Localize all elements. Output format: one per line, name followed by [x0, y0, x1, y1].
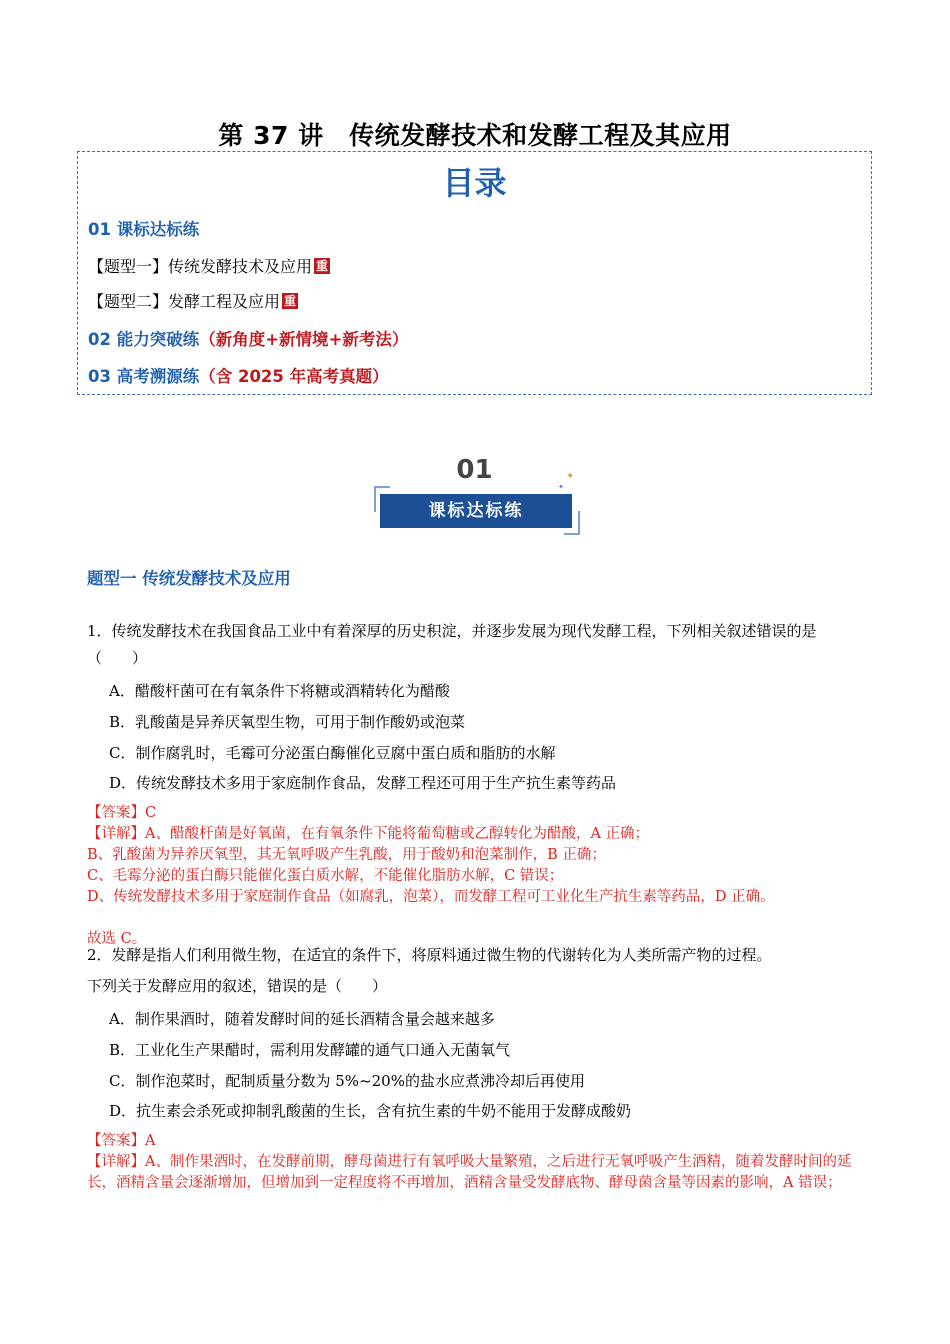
explanation-line: D、传统发酵技术多用于家庭制作食品（如腐乳，泡菜），而发酵工程可工业化生产抗生素等药品，D 正确。	[87, 889, 775, 905]
option-c: C．制作泡菜时，配制质量分数为 5%~20%的盐水应煮沸冷却后再使用	[109, 1072, 585, 1090]
section-label: 课标达标练	[380, 494, 572, 528]
toc-item-type-2[interactable]: 【题型二】发酵工程及应用 重	[88, 292, 297, 311]
answer: 【答案】C	[87, 805, 157, 821]
page-title: 第 37 讲 传统发酵技术和发酵工程及其应用	[218, 121, 732, 150]
key-point-badge: 重	[316, 259, 329, 273]
option-a: A．制作果酒时，随着发酵时间的延长酒精含量会越来越多	[109, 1010, 495, 1028]
toc-heading: 目录	[442, 164, 507, 202]
question-stem: 1．传统发酵技术在我国食品工业中有着深厚的历史积淀，并逐步发展为现代发酵工程，下列相关叙述错误的是（ ）	[87, 622, 817, 667]
table-of-contents	[77, 151, 872, 395]
option-c: C．制作腐乳时，毛霉可分泌蛋白酶催化豆腐中蛋白质和脂肪的水解	[109, 744, 556, 762]
section-number: 01	[456, 455, 493, 485]
toc-item-section-02[interactable]: 02 能力突破练（新角度+新情境+新考法）	[88, 330, 409, 349]
question-stem: 下列关于发酵应用的叙述，错误的是（ ）	[87, 977, 388, 995]
toc-item-type-1[interactable]: 【题型一】传统发酵技术及应用 重	[88, 257, 329, 276]
option-d: D．抗生素会杀死或抑制乳酸菌的生长，含有抗生素的牛奶不能用于发酵成酸奶	[109, 1102, 632, 1120]
section-badge	[372, 455, 582, 531]
question-type-heading: 题型一 传统发酵技术及应用	[87, 569, 291, 588]
option-b: B．工业化生产果醋时，需利用发酵罐的通气口通入无菌氧气	[109, 1041, 511, 1059]
sparkle-icon: ✦	[558, 483, 564, 491]
toc-item-section-01[interactable]: 01 课标达标练	[88, 220, 200, 239]
sparkle-icon: ✦	[566, 471, 575, 482]
option-a: A．醋酸杆菌可在有氧条件下将糖或酒精转化为醋酸	[109, 682, 450, 700]
explanation-line: C、毛霉分泌的蛋白酶只能催化蛋白质水解，不能催化脂肪水解，C 错误；	[87, 868, 564, 884]
explanation-line: 故选 C。	[87, 931, 147, 947]
answer: 【答案】A	[87, 1133, 156, 1149]
explanation-line: B、乳酸菌为异养厌氧型，其无氧呼吸产生乳酸，用于酸奶和泡菜制作，B 正确；	[87, 847, 606, 863]
explanation-line: 【详解】A、制作果酒时，在发酵前期，酵母菌进行有氧呼吸大量繁殖，之后进行无氧呼吸产生酒精，随着发酵时间的延长，酒精含量会逐渐增加，但增加到一定程度将不再增加，酒精含量受发酵底物、酵母菌含量等因素的影响，A 错误；	[87, 1154, 852, 1191]
explanation-line: 【详解】A、醋酸杆菌是好氧菌，在有氧条件下能将葡萄糖或乙醇转化为醋酸，A 正确；	[87, 826, 650, 842]
option-b: B．乳酸菌是异养厌氧型生物，可用于制作酸奶或泡菜	[109, 713, 466, 731]
option-d: D．传统发酵技术多用于家庭制作食品，发酵工程还可用于生产抗生素等药品	[109, 774, 617, 792]
toc-item-section-03[interactable]: 03 高考溯源练（含 2025 年高考真题）	[88, 367, 389, 386]
question-stem: 2．发酵是指人们利用微生物，在适宜的条件下，将原料通过微生物的代谢转化为人类所需产物的过程。	[87, 946, 772, 964]
key-point-badge: 重	[284, 294, 297, 308]
